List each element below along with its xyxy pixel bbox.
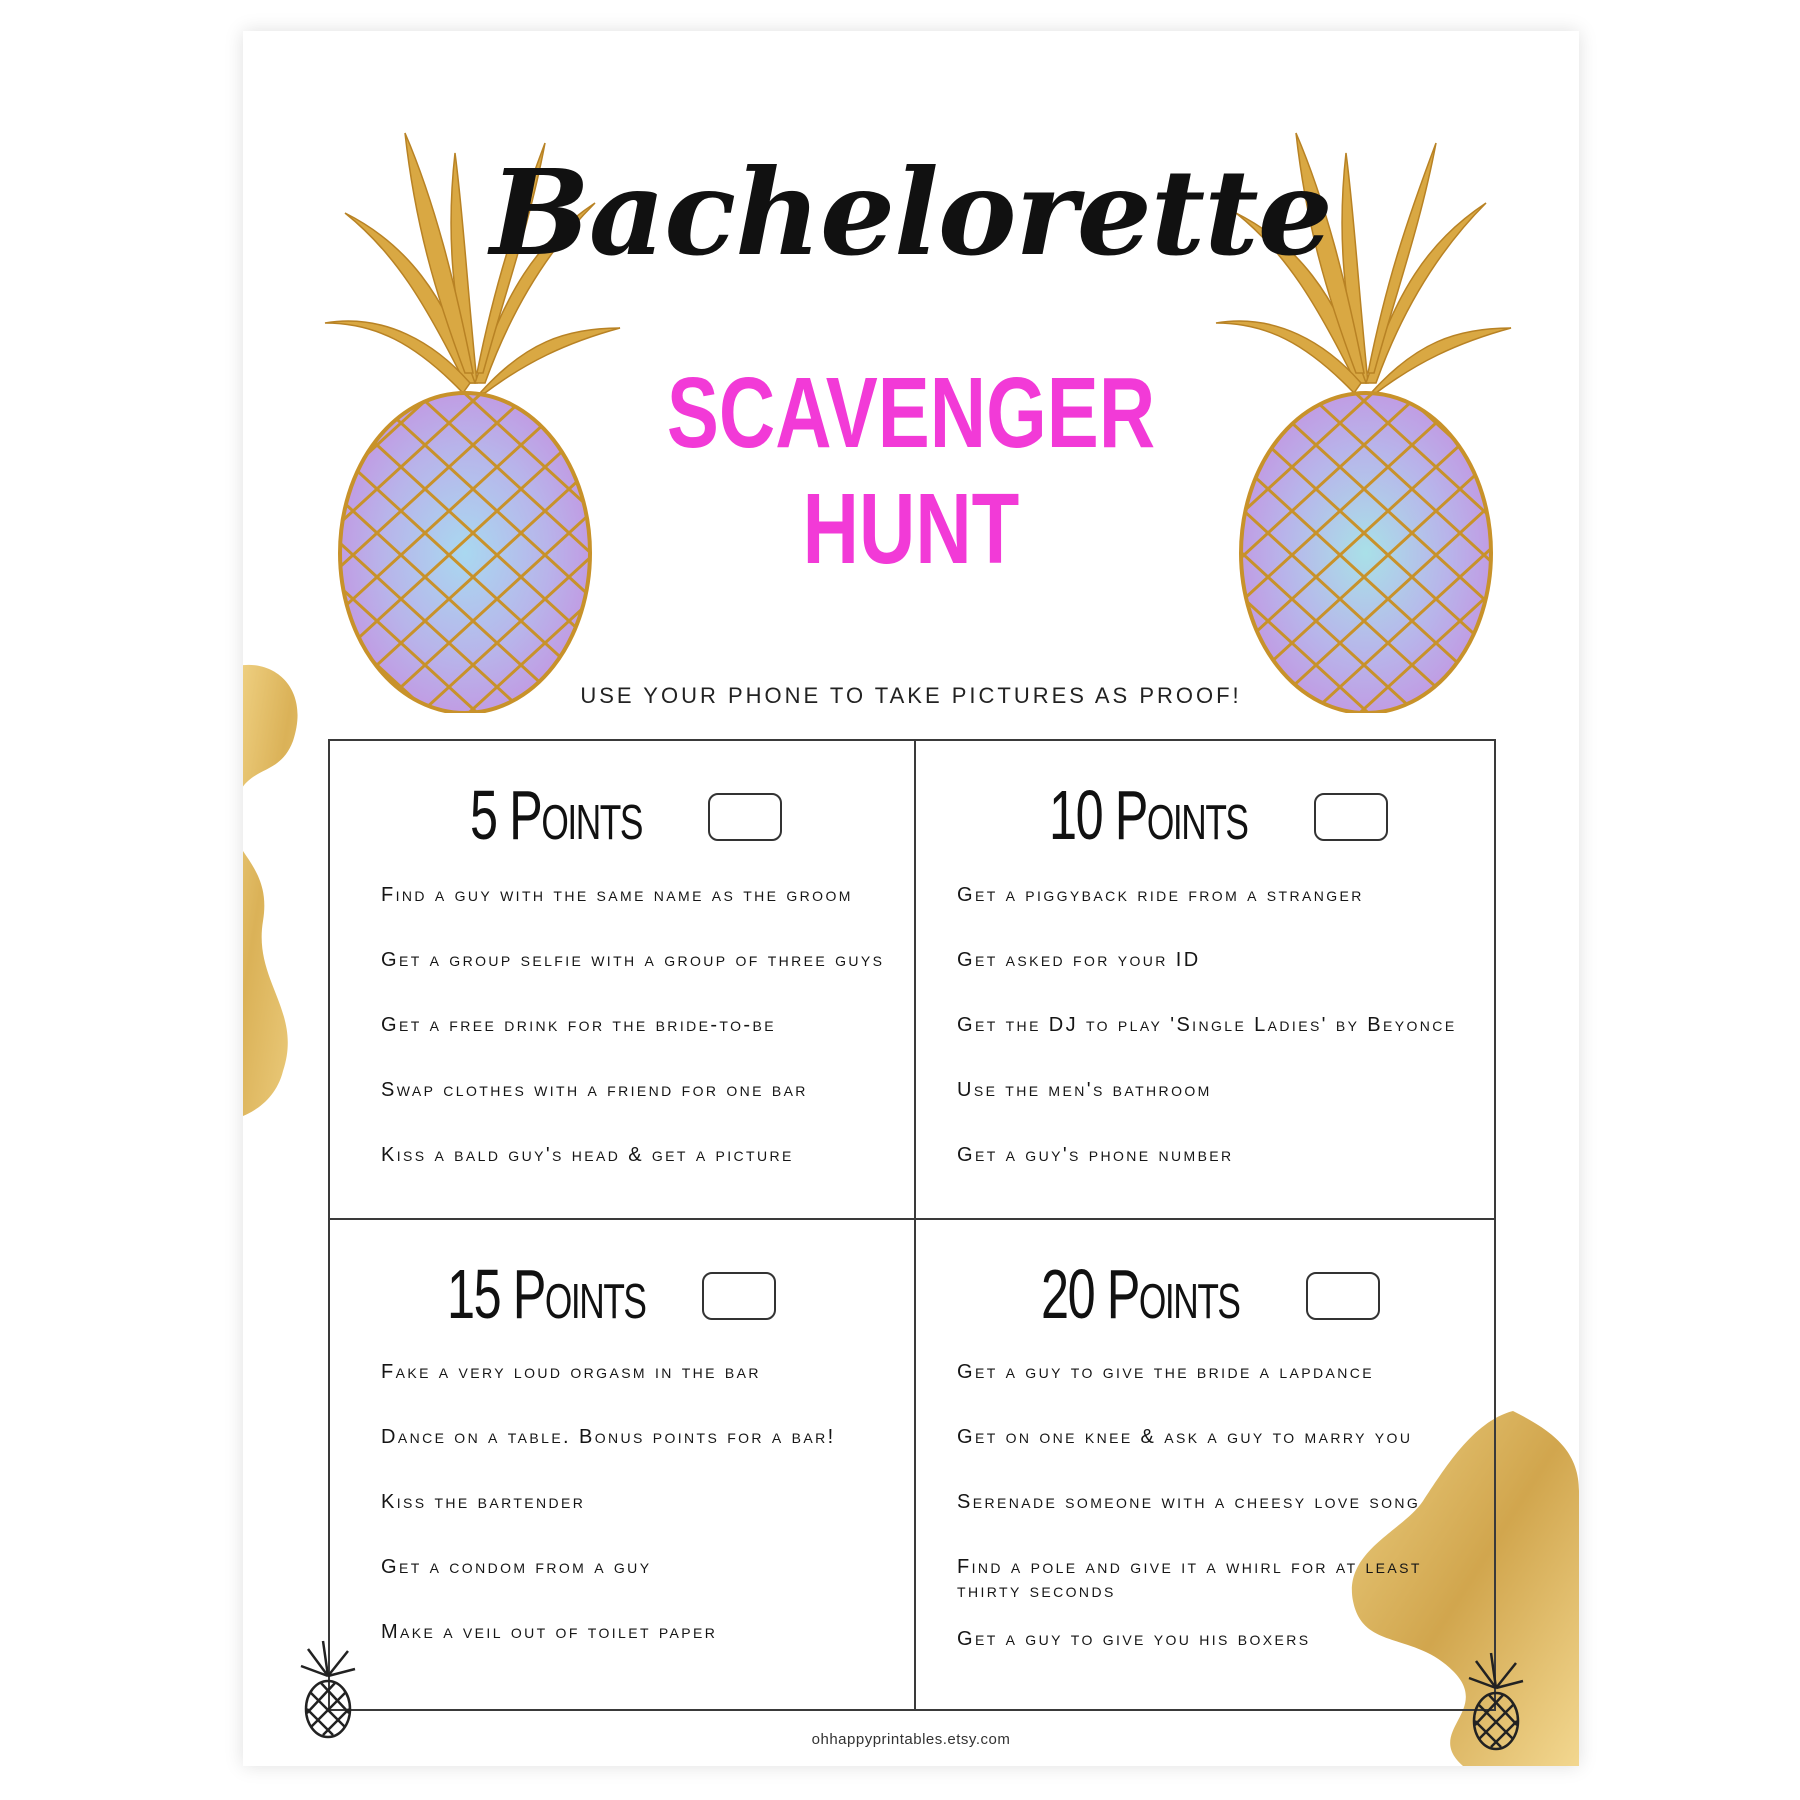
task-item: Dance on a table. Bonus points for a bar!: [381, 1426, 836, 1448]
task-list: [957, 1360, 1478, 1692]
section-10-points: [914, 741, 1498, 1218]
points-checkbox[interactable]: [1306, 1272, 1380, 1320]
section-points-label: 15 Points: [447, 1255, 646, 1333]
section-points-label: 5 Points: [470, 776, 642, 854]
task-item: Find a pole and give it a whirl for at least thirty seconds: [957, 1556, 1422, 1602]
task-item: Get a piggyback ride from a stranger: [957, 884, 1364, 906]
mini-pineapple-icon-left: [293, 1631, 363, 1741]
points-checkbox[interactable]: [1314, 793, 1388, 841]
section-points-label: 10 Points: [1049, 776, 1248, 854]
task-item: Get a condom from a guy: [381, 1556, 652, 1578]
task-item: Get on one knee & ask a guy to marry you: [957, 1426, 1413, 1448]
footer-url: ohhappyprintables.etsy.com: [811, 1731, 1011, 1748]
points-checkbox[interactable]: [708, 793, 782, 841]
page-title: Bachelorette: [490, 143, 1332, 282]
points-grid: [328, 739, 1496, 1711]
section-header: [914, 775, 1498, 855]
section-15-points: [330, 1220, 914, 1711]
task-item: Fake a very loud orgasm in the bar: [381, 1361, 761, 1383]
task-item: Get a free drink for the bride-to-be: [381, 1014, 776, 1036]
task-item: Get a group selfie with a group of three guys: [381, 949, 885, 971]
task-item: Make a veil out of toilet paper: [381, 1621, 718, 1643]
task-item: Kiss a bald guy's head & get a picture: [381, 1144, 794, 1166]
task-item: Get a guy to give the bride a lapdance: [957, 1361, 1375, 1383]
task-list: [381, 883, 894, 1208]
task-item: Swap clothes with a friend for one bar: [381, 1079, 808, 1101]
subtitle-line-1: SCAVENGER: [666, 357, 1156, 469]
task-item: Kiss the bartender: [381, 1491, 586, 1513]
section-header: [914, 1254, 1498, 1334]
task-list: [381, 1360, 894, 1685]
section-header: [330, 775, 914, 855]
task-item: Get a guy to give you his boxers: [957, 1628, 1311, 1650]
points-checkbox[interactable]: [702, 1272, 776, 1320]
section-header: [330, 1254, 914, 1334]
task-item: Use the men's bathroom: [957, 1079, 1212, 1101]
section-5-points: [330, 741, 914, 1218]
task-item: Get the DJ to play 'Single Ladies' by Beyonce: [957, 1014, 1457, 1036]
task-list: [957, 883, 1478, 1208]
task-item: Get asked for your ID: [957, 949, 1201, 971]
task-item: Get a guy's phone number: [957, 1144, 1234, 1166]
printable-sheet: [243, 31, 1579, 1766]
task-item: Find a guy with the same name as the groom: [381, 884, 853, 906]
page-subtitle: [390, 355, 1432, 587]
instructions: USE YOUR PHONE TO TAKE PICTURES AS PROOF!: [580, 683, 1242, 708]
task-item: Serenade someone with a cheesy love song: [957, 1491, 1421, 1513]
subtitle-line-2: HUNT: [802, 473, 1020, 585]
section-points-label: 20 Points: [1041, 1255, 1240, 1333]
section-20-points: [914, 1220, 1498, 1711]
